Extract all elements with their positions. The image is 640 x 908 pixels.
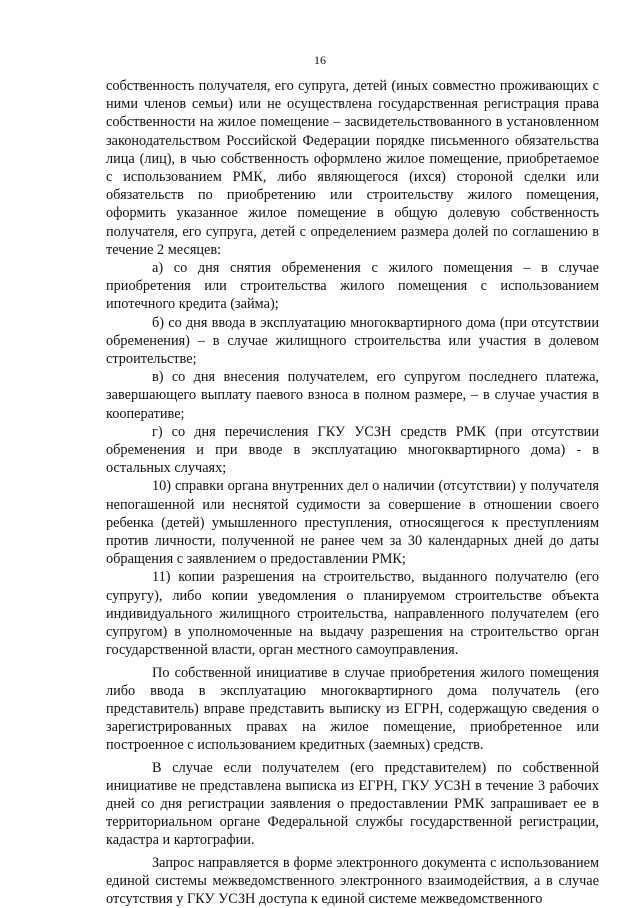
- document-body: [106, 77, 599, 908]
- paragraph-egrn-initiative: По собственной инициативе в случае приобретения жилого помещения либо ввода в эксплуатацию многоквартирного дома получатель (его представитель) вправе представить выписку из ЕГРН, содержащую сведения о зарегистрированных правах на жилое помещение, приобретенное или построенное с использованием кредитных (заемных) средств.: [106, 664, 599, 754]
- paragraph-item-11: 11) копии разрешения на строительство, выданного получателю (его супругу), либо копии уведомления о планируемом строительстве объекта индивидуального жилищного строительства, направленного получателем (его супругом) в уполномоченные на выдачу разрешения на строительство орган государственной власти, орган местного самоуправления.: [106, 569, 599, 659]
- paragraph-continuation: собственность получателя, его супруга, детей (иных совместно проживающих с ними членов семьи) или не осуществлена государственная регистрация права собственности на жилое помещение – засвидетельствованного в установленном законодательством Российской Федерации порядке письменного обязательства лица (лиц), в чью собственность оформлено жилое помещение, приобретаемое с использованием РМК, либо являющегося (ихся) стороной сделки или обязательств по приобретению или строительству жилого помещения, оформить указанное жилое помещение в общую долевую собственность получателя, его супруга, детей с определением размера долей по соглашению в течение 2 месяцев:: [106, 78, 599, 258]
- paragraph-item-g: г) со дня перечисления ГКУ УСЗН средств РМК (при отсутствии обременения и при вводе в эксплуатацию многоквартирного дома) - в остальных случаях;: [106, 423, 599, 477]
- page-number: 16: [314, 53, 326, 67]
- paragraph-egrn-request: В случае если получателем (его представителем) по собственной инициативе не представлена выписка из ЕГРН, ГКУ УСЗН в течение 3 рабочих дней со дня регистрации заявления о предоставлении РМК запрашивает ее в территориальном органе Федеральной службы государственной регистрации, кадастра и картографии.: [106, 759, 599, 849]
- paragraph-item-b: б) со дня ввода в эксплуатацию многоквартирного дома (при отсутствии обременения) – в случае жилищного строительства или участия в долевом строительстве;: [106, 314, 599, 368]
- paragraph-item-a: а) со дня снятия обременения с жилого помещения – в случае приобретения или строительства жилого помещения с использованием ипотечного кредита (займа);: [106, 260, 599, 313]
- paragraph-item-10: 10) справки органа внутренних дел о наличии (отсутствии) у получателя непогашенной или неснятой судимости за совершение в отношении своего ребенка (детей) умышленного преступления, относящегося к преступлениям против личности, полученной не ранее чем за 30 календарных дней до даты обращения с заявлением о предоставлении РМК;: [106, 478, 599, 568]
- paragraph-electronic-request: Запрос направляется в форме электронного документа с использованием единой системы межведомственного электронного взаимодействия, а в случае отсутствия у ГКУ УСЗН доступа к единой системе межведомственного: [106, 854, 599, 907]
- paragraph-item-v: в) со дня внесения получателем, его супругом последнего платежа, завершающего выплату паевого взноса в полном размере, – в случае участия в кооперативе;: [106, 369, 599, 422]
